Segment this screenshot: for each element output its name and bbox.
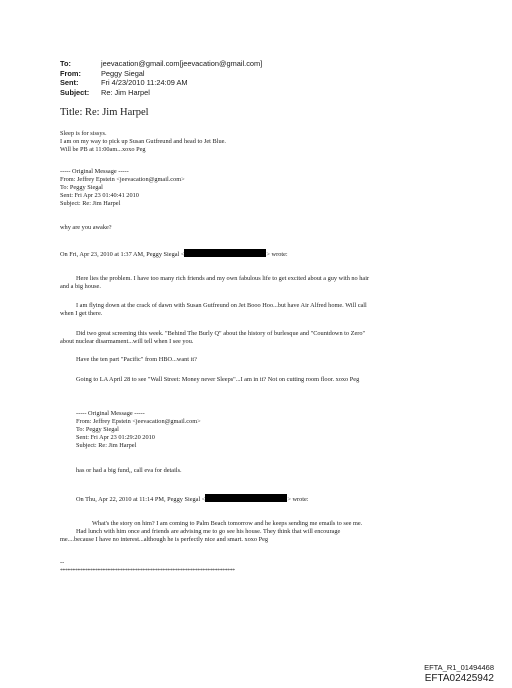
subject-row (60, 88, 262, 98)
awake-question: why are you awake? (60, 224, 112, 231)
from-label: From: (60, 68, 81, 78)
paragraph-2 (60, 302, 367, 318)
paragraph-4: Have the ten part "Pacific" from HBO...want it? (76, 356, 197, 363)
bates-number-r1: EFTA_R1_01494468 (424, 663, 494, 672)
subject-value: Re: Jim Harpel (101, 87, 150, 97)
paragraph-line: Did two great screening this week. "Behind The Burly Q" about the history of burlesque and "Countdown to Zero" (76, 330, 366, 337)
paragraph-line: I am flying down at the crack of dawn with Susan Gutfreund on Jet Booo Hoo...but have Air Alfred home. Will call (76, 302, 367, 309)
paragraph-line: Here lies the problem. I have too many rich friends and my own fabulous life to get excited about a guy with no hair (76, 275, 370, 282)
original-message-line: To: Peggy Siegal (60, 184, 103, 192)
sent-row (60, 78, 262, 88)
paragraph-6 (60, 520, 362, 544)
redaction-bar (184, 249, 266, 257)
paragraph-line: about nuclear disarmament...will tell when I see you. (60, 338, 194, 346)
paragraph-line: me....because I have no interest...although he is perfectly nice and smart. xoxo Peg (60, 536, 269, 544)
original-message-line: ----- Original Message ----- (76, 410, 145, 417)
original-message-line: Subject: Re: Jim Harpel (76, 442, 137, 450)
redaction-bar (205, 494, 287, 502)
quote-header-1-suffix: > wrote: (266, 251, 288, 258)
sent-value: Fri 4/23/2010 11:24:09 AM (101, 78, 188, 88)
bates-number: EFTA02425942 (424, 673, 494, 684)
paragraph-line: Had lunch with him once and friends are advising me to go see his house. They think that will encourage (76, 528, 341, 536)
to-value: jeevacation@gmail.com[jeevacation@gmail.com] (101, 59, 263, 68)
reply-body (60, 130, 226, 154)
reply-line: I am on my way to pick up Susan Gutfreund and head to Jet Blue. (60, 138, 226, 146)
quote-header-1-text: On Fri, Apr 23, 2010 at 1:37 AM, Peggy Siegal < (60, 251, 185, 258)
from-value: Peggy Siegal (101, 68, 145, 78)
paragraph-3 (60, 330, 365, 346)
paragraph-line: What's the story on him? I am coming to Palm Beach tomorrow and he keeps sending me emails to see me. (92, 520, 363, 527)
original-message-line: Sent: Fri Apr 23 01:40:41 2010 (60, 192, 139, 200)
original-message-line: Subject: Re: Jim Harpel (60, 200, 121, 208)
to-row (60, 59, 262, 69)
reply-line: Sleep is for sissys. (60, 130, 107, 137)
quote-header-2-suffix: > wrote: (287, 496, 309, 503)
original-message-2 (76, 410, 201, 450)
quote-header-1 (60, 249, 288, 259)
original-message-line: To: Peggy Siegal (76, 426, 119, 434)
email-header (60, 59, 262, 97)
document-title: Title: Re: Jim Harpel (60, 107, 149, 118)
paragraph-line: when I get there. (60, 310, 103, 318)
subject-label: Subject: (60, 87, 90, 97)
signature-separator: -- (60, 559, 65, 566)
reply-line: Will be PB at 11:00am...xoxo Peg (60, 146, 146, 154)
original-message-line: ----- Original Message ----- (60, 168, 129, 175)
asterisk-divider: ********************************************************************** (60, 568, 235, 574)
original-message-line: From: Jeffrey Epstein <jeevacation@gmail.com> (76, 418, 201, 426)
paragraph-1 (60, 275, 369, 291)
quote-header-2-text: On Thu, Apr 22, 2010 at 11:14 PM, Peggy Siegal < (76, 496, 206, 503)
paragraph-line: and a big house. (60, 283, 101, 291)
paragraph-5: Going to LA April 28 to see "Wall Street: Money never Sleeps"...I am in it? Not on cutting room floor. xoxo Peg (76, 376, 360, 383)
quote-header-2 (76, 494, 309, 504)
big-fund-line: has or had a big fund,, call eva for details. (76, 467, 182, 474)
original-message-1 (60, 168, 185, 208)
from-row (60, 69, 262, 79)
to-label: To: (60, 59, 71, 68)
sent-label: Sent: (60, 78, 79, 88)
original-message-line: From: Jeffrey Epstein <jeevacation@gmail.com> (60, 176, 185, 184)
original-message-line: Sent: Fri Apr 23 01:29:20 2010 (76, 434, 155, 442)
